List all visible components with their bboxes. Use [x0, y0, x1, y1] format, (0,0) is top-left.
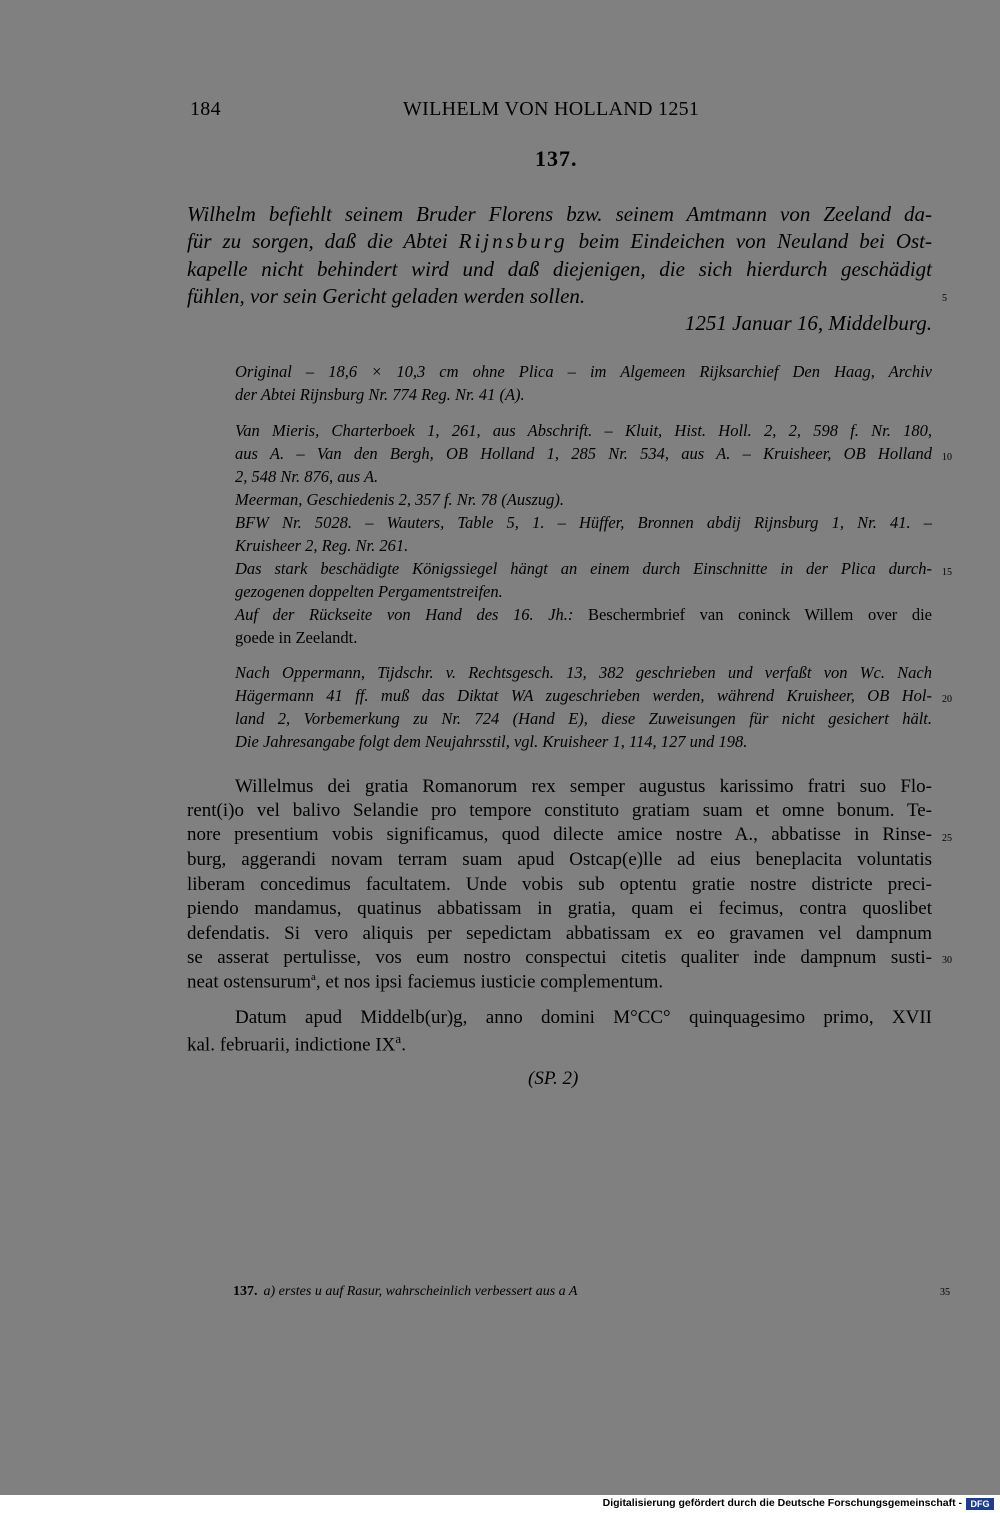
- text-line: piendo mandamus, quatinus abbatissam in gratia, quam ei fecimus, contra quoslibet: [187, 898, 932, 919]
- note-line: gezogenen doppelten Pergamentstreifen.: [235, 582, 503, 601]
- line-number: 10: [942, 452, 952, 463]
- place-name-spaced: Rijnsburg: [458, 229, 568, 253]
- note-line: [235, 605, 932, 625]
- line-number: 20: [942, 694, 952, 705]
- regest-line: Wilhelm befiehlt seinem Bruder Florens bzw. seinem Amtmann von Zeeland da-: [187, 202, 932, 226]
- running-title: WILHELM VON HOLLAND 1251: [403, 98, 700, 120]
- text-line: se asserat pertulisse, vos eum nostro conspectui citetis qualiter inde dampnum susti-: [187, 947, 932, 968]
- line-number: 5: [942, 293, 947, 304]
- text-line: rent(i)o vel balivo Selandie pro tempore constituto gratiam suam et omne bonum. Te-: [187, 800, 932, 821]
- note-line: Nach Oppermann, Tijdschr. v. Rechtsgesch. 13, 382 geschrieben und verfaßt von Wc. Nach: [235, 663, 932, 682]
- regest-line: kapelle nicht behindert wird und daß diejenigen, die sich hierdurch geschädigt: [187, 257, 932, 281]
- footnote: [233, 1284, 577, 1300]
- text-line: liberam concedimus facultatem. Unde vobis sub optentu gratie nostre districte preci-: [187, 874, 932, 895]
- note-line: Van Mieris, Charterboek 1, 261, aus Abschrift. – Kluit, Hist. Holl. 2, 2, 598 f. Nr. 180,: [235, 421, 932, 440]
- text-line: defendatis. Si vero aliquis per sepedictam abbatissam ex eo gravamen vel dampnum: [187, 923, 932, 944]
- text-line: [187, 971, 932, 993]
- datum-line: Datum apud Middelb(ur)g, anno domini M°CC° quinquagesimo primo, XVII: [235, 1007, 932, 1028]
- note-line: aus A. – Van den Bergh, OB Holland 1, 285 Nr. 534, aus A. – Kruisheer, OB Holland: [235, 444, 932, 463]
- dorsal-label: Auf der Rückseite von Hand des 16. Jh.:: [235, 605, 574, 624]
- regest-text: für zu sorgen, daß die Abtei: [187, 229, 459, 253]
- note-line: Die Jahresangabe folgt dem Neujahrsstil, vgl. Kruisheer 1, 114, 127 und 198.: [235, 732, 748, 751]
- regest-date-place: 1251 Januar 16, Middelburg.: [684, 311, 932, 335]
- note-line: BFW Nr. 5028. – Wauters, Table 5, 1. – Hüffer, Bronnen abdij Rijnsburg 1, Nr. 41. –: [235, 513, 932, 532]
- note-line: Meerman, Geschiedenis 2, 357 f. Nr. 78 (Auszug).: [235, 490, 565, 509]
- note-line: 2, 548 Nr. 876, aus A.: [235, 467, 379, 486]
- line-number: 35: [940, 1287, 950, 1298]
- note-line: land 2, Vorbemerkung zu Nr. 724 (Hand E), diese Zuweisungen für nicht gesichert hält.: [235, 709, 932, 728]
- text-line: nore presentium vobis significamus, quod dilecte amice nostre A., abbatisse in Rinse-: [187, 824, 932, 845]
- line-number: 15: [942, 567, 952, 578]
- footnote-marker: a: [311, 971, 316, 983]
- note-line: Original – 18,6 × 10,3 cm ohne Plica – im Algemeen Rijksarchief Den Haag, Archiv: [235, 362, 932, 381]
- regest-text: beim Eindeichen von Neuland bei Ost-: [567, 229, 932, 253]
- datum-line: [187, 1031, 932, 1056]
- seal-reference: (SP. 2): [528, 1068, 579, 1089]
- note-line: Kruisheer 2, Reg. Nr. 261.: [235, 536, 409, 555]
- dorsal-text: Beschermbrief van coninck Willem over die: [573, 605, 932, 624]
- document-number: 137.: [535, 146, 578, 171]
- footnote-marker: a: [395, 1031, 402, 1046]
- footnote-text: a) erstes u auf Rasur, wahrscheinlich verbessert aus a A: [263, 1284, 578, 1299]
- note-line: Das stark beschädigte Königssiegel hängt an einem durch Einschnitte in der Plica durch-: [235, 559, 932, 578]
- text-fragment: kal. februarii, indictione IX: [187, 1034, 396, 1056]
- footnote-number: 137.: [233, 1284, 258, 1299]
- text-line: Willelmus dei gratia Romanorum rex semper augustus karissimo fratri suo Flo-: [235, 776, 932, 797]
- line-number: 25: [942, 833, 952, 844]
- dfg-logo[interactable]: DFG: [966, 1498, 994, 1510]
- note-line: goede in Zeelandt.: [235, 628, 358, 647]
- text-line: burg, aggerandi novam terram suam apud Ostcap(e)lle ad eius beneplacita voluntatis: [187, 849, 932, 870]
- text-fragment: neat ostensurum: [187, 971, 312, 993]
- regest-line: [187, 229, 932, 254]
- note-line: der Abtei Rijnsburg Nr. 774 Reg. Nr. 41 (A).: [235, 385, 525, 404]
- text-fragment: .: [401, 1034, 406, 1056]
- line-number: 30: [942, 955, 952, 966]
- page-number: 184: [190, 98, 221, 120]
- text-fragment: , et nos ipsi faciemus iusticie complementum.: [315, 971, 664, 993]
- note-line: Hägermann 41 ff. muß das Diktat WA zugeschrieben werden, während Kruisheer, OB Hol-: [235, 686, 932, 705]
- funding-text: Digitalisierung gefördert durch die Deutsche Forschungsgemeinschaft -: [602, 1497, 962, 1509]
- funding-footer: [0, 1495, 1000, 1513]
- regest-line: fühlen, vor sein Gericht geladen werden sollen.: [187, 284, 586, 308]
